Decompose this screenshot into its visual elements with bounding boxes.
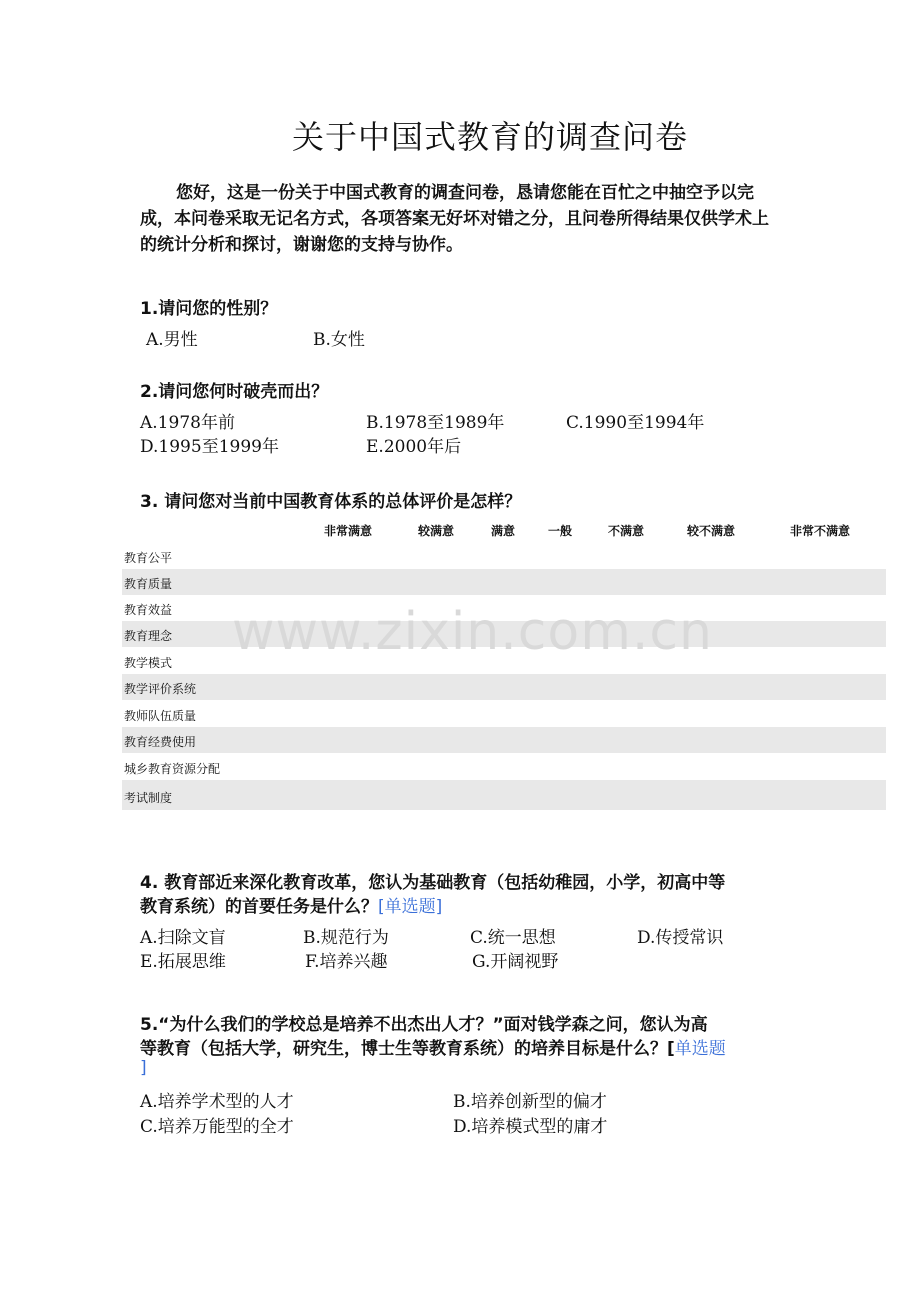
question-4-text: 教育系统）的首要任务是什么？ <box>140 897 378 917</box>
single-choice-tag: 单选题 <box>674 1039 726 1059</box>
row-label: 教学模式 <box>124 656 173 670</box>
col-unsatisfied: 不满意 <box>608 524 645 538</box>
row-label: 教育质量 <box>124 577 173 591</box>
question-1: 1.请问您的性别？ <box>140 299 278 319</box>
table-row[interactable] <box>122 727 886 753</box>
page-title: 关于中国式教育的调查问卷 <box>291 118 688 156</box>
col-very-satisfied: 非常满意 <box>324 524 373 538</box>
row-label: 教育效益 <box>124 603 173 617</box>
question-5-text: 等教育（包括大学，研究生，博士生等教育系统）的培养目标是什么？[ <box>140 1039 675 1059</box>
q5-option-b[interactable]: B.培养创新型的偏才 <box>453 1092 607 1112</box>
intro-paragraph: 您好，这是一份关于中国式教育的调查问卷，恳请您能在百忙之中抽空予以完成，本问卷采取无记名方式，各项答案无好坏对错之分，且问卷所得结果仅供学术上的统计分析和探讨，谢谢您的支持与协作。 <box>140 183 769 255</box>
row-label: 考试制度 <box>124 791 173 805</box>
table-row[interactable] <box>122 543 886 569</box>
table-row[interactable] <box>122 569 886 595</box>
single-choice-tag: [单选题] <box>378 897 443 917</box>
q4-option-e[interactable]: E.拓展思维 <box>140 952 226 972</box>
q2-option-c[interactable]: C.1990至1994年 <box>566 413 705 433</box>
row-label: 教学评价系统 <box>124 682 197 696</box>
question-5-line1: 5.“为什么我们的学校总是培养不出杰出人才？”面对钱学森之问，您认为高 <box>140 1015 708 1035</box>
q5-option-a[interactable]: A.培养学术型的人才 <box>140 1092 294 1112</box>
question-5-line2 <box>140 1034 726 1059</box>
col-fairly-unsatisfied: 较不满意 <box>687 524 736 538</box>
q4-option-g[interactable]: G.开阔视野 <box>472 952 559 972</box>
q1-option-a[interactable]: A.男性 <box>146 330 198 350</box>
row-label: 教育公平 <box>124 551 173 565</box>
col-neutral: 一般 <box>548 524 573 538</box>
q4-option-d[interactable]: D.传授常识 <box>637 928 724 948</box>
col-satisfied: 满意 <box>491 524 516 538</box>
q1-option-b[interactable]: B.女性 <box>313 330 365 350</box>
table-row[interactable] <box>122 754 886 780</box>
table-row[interactable] <box>122 701 886 727</box>
row-label: 城乡教育资源分配 <box>124 762 221 776</box>
question-4-line1: 4. 教育部近来深化教育改革，您认为基础教育（包括幼稚园，小学，初高中等 <box>140 873 726 893</box>
row-label: 教师队伍质量 <box>124 709 197 723</box>
q4-option-c[interactable]: C.统一思想 <box>470 928 556 948</box>
q5-option-c[interactable]: C.培养万能型的全才 <box>140 1117 294 1137</box>
table-row[interactable] <box>122 674 886 700</box>
question-4-line2 <box>140 892 442 917</box>
row-label: 教育经费使用 <box>124 735 197 749</box>
q4-option-a[interactable]: A.扫除文盲 <box>140 928 226 948</box>
q2-option-a[interactable]: A.1978年前 <box>140 413 235 433</box>
question-2: 2.请问您何时破壳而出？ <box>140 382 329 402</box>
q2-option-e[interactable]: E.2000年后 <box>366 437 462 457</box>
q2-option-d[interactable]: D.1995至1999年 <box>140 437 279 457</box>
q5-option-d[interactable]: D.培养模式型的庸才 <box>453 1117 608 1137</box>
q4-option-f[interactable]: F.培养兴趣 <box>305 952 388 972</box>
q2-option-b[interactable]: B.1978至1989年 <box>366 413 505 433</box>
row-label: 教育理念 <box>124 629 173 643</box>
col-very-unsatisfied: 非常不满意 <box>790 524 851 538</box>
table-row[interactable] <box>122 780 886 810</box>
q4-option-b[interactable]: B.规范行为 <box>303 928 389 948</box>
col-fairly-satisfied: 较满意 <box>418 524 455 538</box>
watermark: www.zixin.com.cn <box>232 602 713 662</box>
question-3: 3. 请问您对当前中国教育体系的总体评价是怎样？ <box>140 492 522 512</box>
single-choice-tag-close: ] <box>140 1058 147 1078</box>
